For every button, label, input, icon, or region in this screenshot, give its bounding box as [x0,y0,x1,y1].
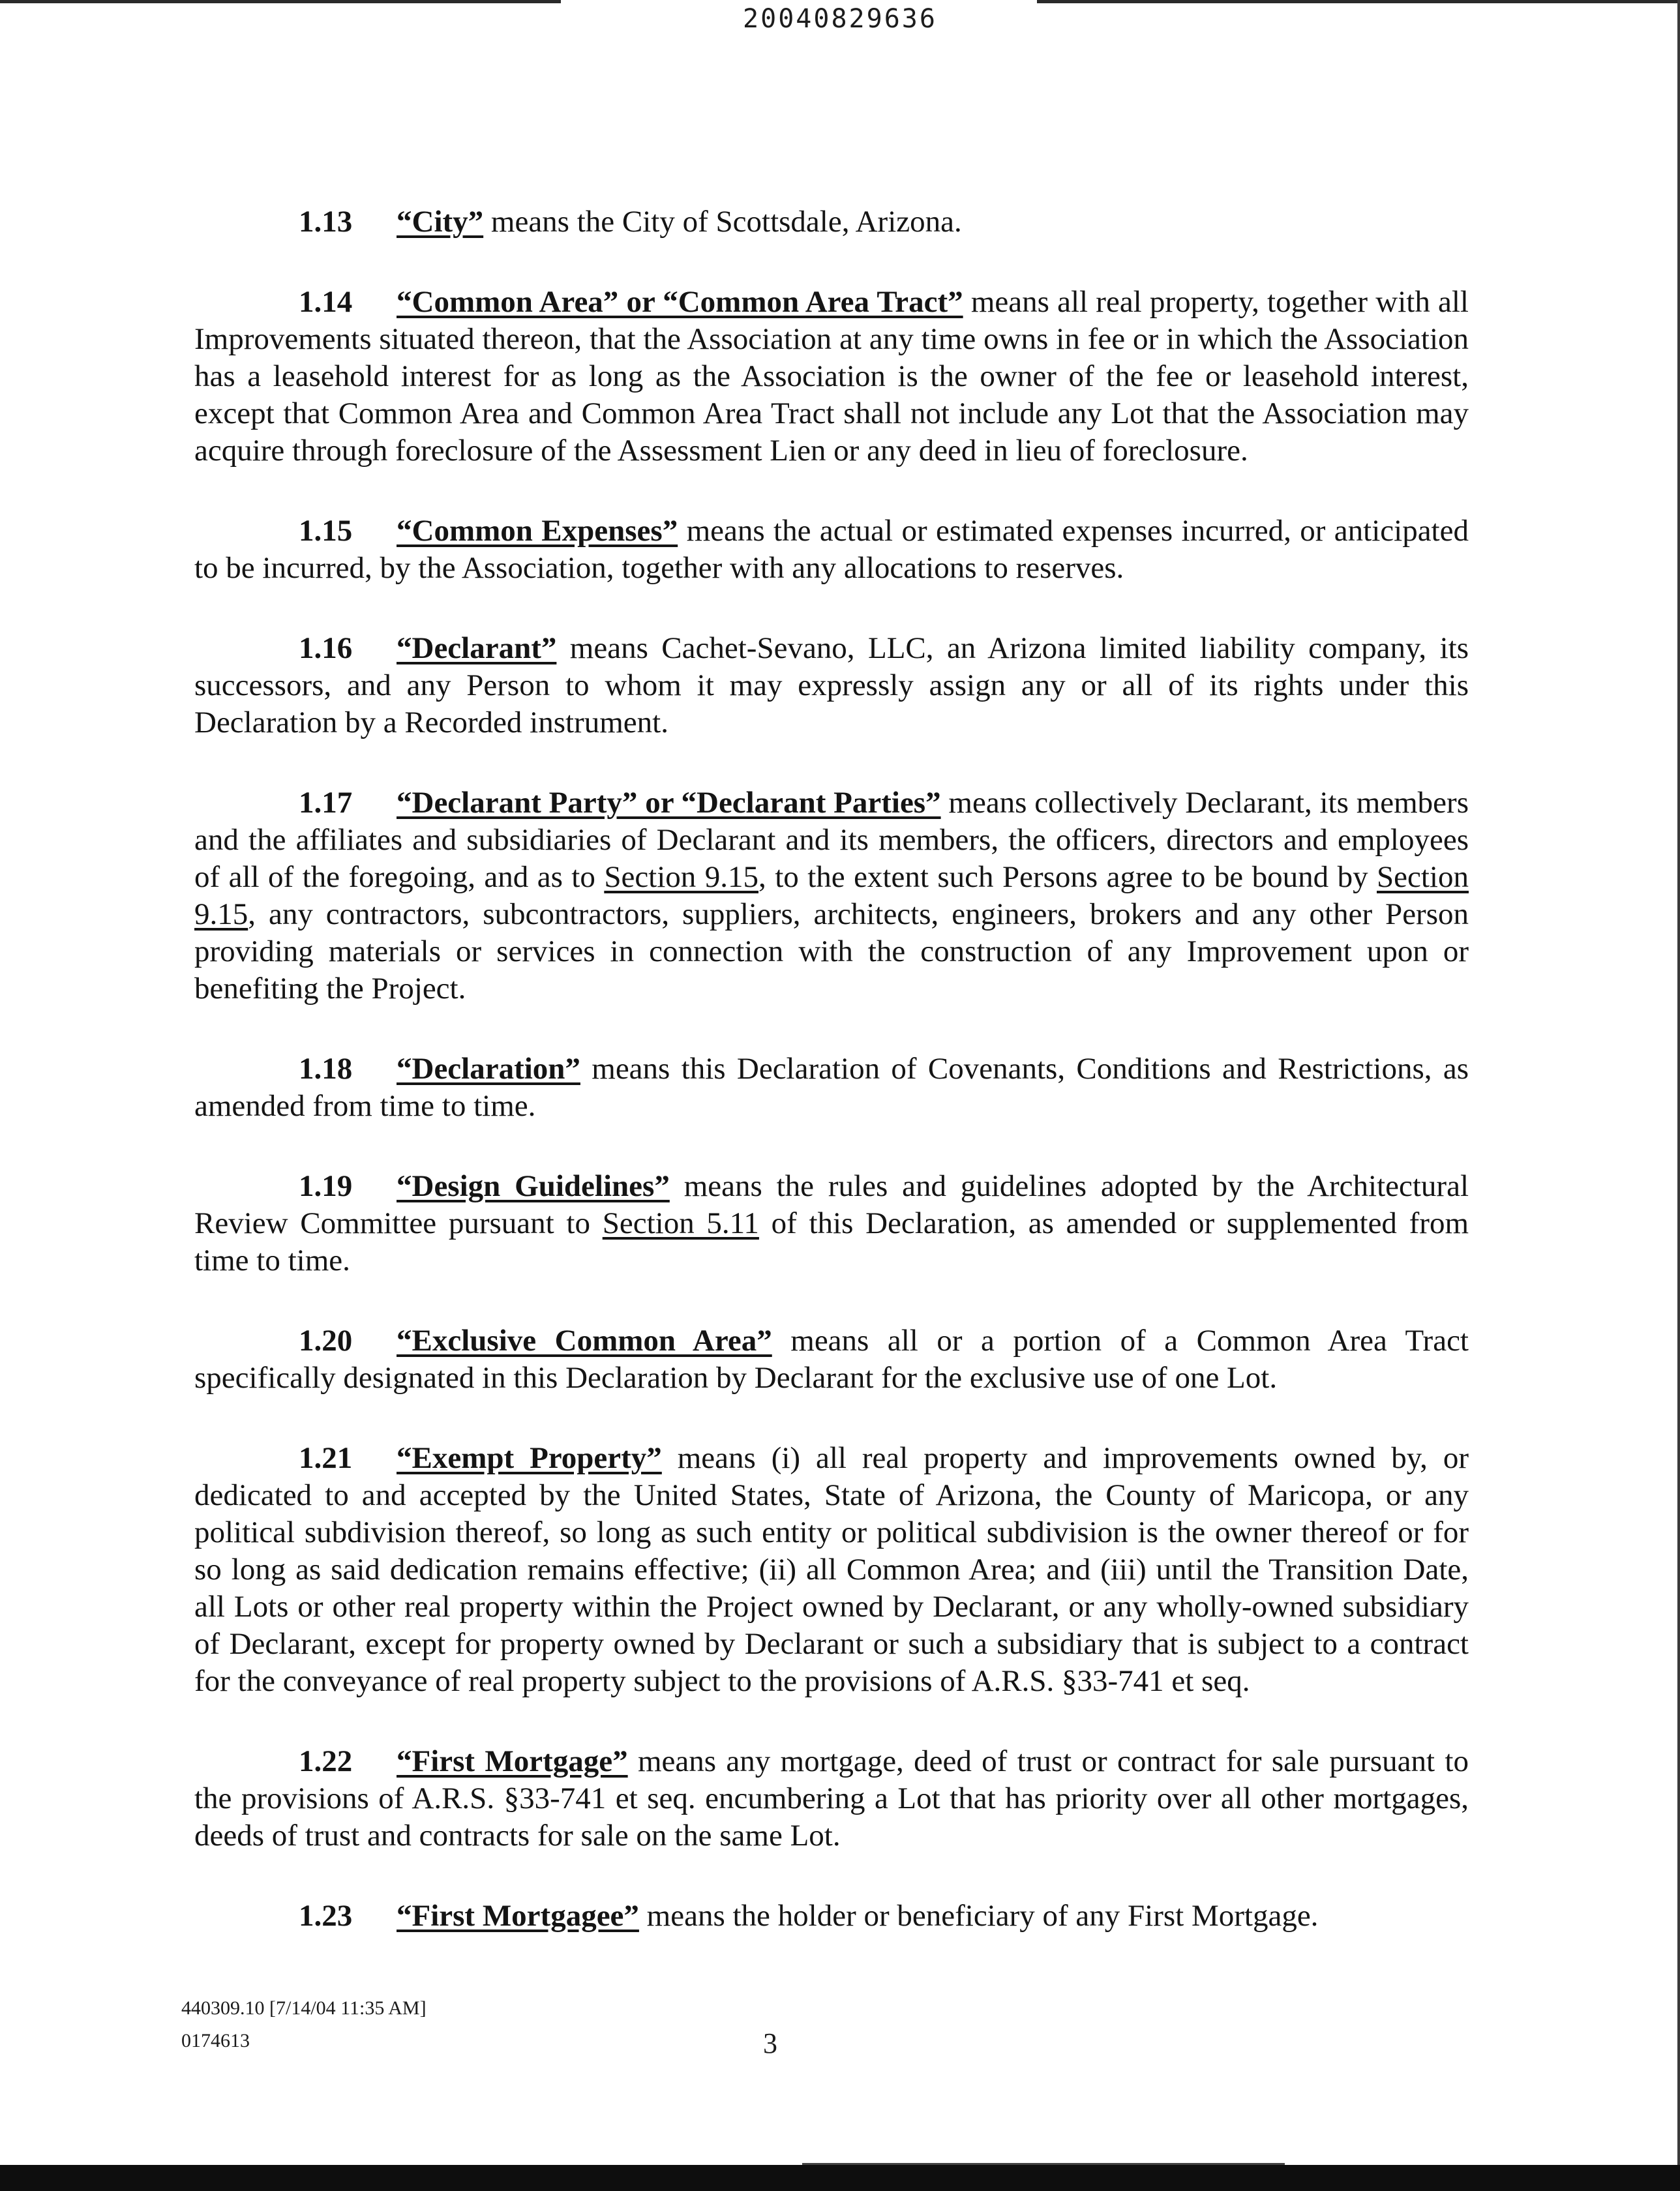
definition-paragraph [194,284,1469,470]
bottom-scan-band [0,2165,1680,2191]
footer-identifiers [181,1992,427,2057]
defined-term: “Design Guidelines” [397,1169,670,1203]
defined-term: “First Mortgage” [397,1744,628,1778]
definition-text: means collectively Declarant, its members and the affiliates and subsidiaries of Declarant and its members, the officers, directors and employees of all of the foregoing, and as to [194,786,1469,894]
section-number: 1.14 [299,285,353,319]
footer-client-number: 0174613 [181,2030,250,2051]
defined-term: “Common Expenses” [397,514,678,548]
top-scan-rule-left [0,0,561,3]
footer-doc-id: 440309.10 [7/14/04 11:35 AM] [181,1997,427,2019]
section-number: 1.19 [299,1169,353,1203]
definition-text: means Cachet-Sevano, LLC, an Arizona limited liability company, its successors, and any Person to whom it may expressly assign any or all of its rights under this Declaration by a Recorded instrument. [194,631,1469,739]
section-number: 1.21 [299,1441,353,1475]
definition-text: means the rules and guidelines adopted by the Architectural Review Committee pursuant to [194,1169,1469,1240]
definition-paragraph [194,1051,1469,1125]
defined-term: “Exempt Property” [397,1441,662,1475]
section-number: 1.22 [299,1744,353,1778]
definition-text: means the actual or estimated expenses incurred, or anticipated to be incurred, by the Association, together with any allocations to reserves. [194,514,1469,585]
section-number: 1.16 [299,631,353,665]
section-number: 1.15 [299,514,353,548]
scan-right-edge [1677,0,1680,2191]
definition-paragraph [194,1898,1469,1935]
defined-term: “Exclusive Common Area” [397,1324,772,1358]
section-reference: Section 5.11 [602,1206,759,1240]
section-number: 1.17 [299,786,353,820]
defined-term: “Declaration” [397,1052,580,1086]
definition-paragraph [194,1168,1469,1279]
definition-text: means all real property, together with all Improvements situated thereon, that the Association at any time owns in fee or in which the Association has a leasehold interest for as long as the Association is the owner of the fee or leasehold interest, except that Common Area and Common Area Tract shall not include any Lot that the Association may acquire through foreclosure of the Assessment Lien or any deed in lieu of foreclosure. [194,285,1469,468]
top-scan-rule-right [1037,0,1680,3]
definition-paragraph [194,203,1469,241]
recording-number: 20040829636 [743,4,937,34]
defined-term: “Common Area” or “Common Area Tract” [397,285,963,319]
definition-paragraph [194,1440,1469,1700]
page-number: 3 [763,2027,777,2059]
defined-term: “First Mortgagee” [397,1899,639,1933]
definition-text: means the City of Scottsdale, Arizona. [483,205,962,239]
section-reference: Section 9.15 [604,860,758,894]
definition-text: , any contractors, subcontractors, suppliers, architects, engineers, brokers and any other Person providing materials or services in connection with the construction of any Improvement upon or benefiting the Project. [194,897,1469,1006]
definition-paragraph [194,784,1469,1007]
definition-text: means any mortgage, deed of trust or contract for sale pursuant to the provisions of A.R.S. §33-741 et seq. encumbering a Lot that has priority over all other mortgages, deeds of trust and contracts for sale on the same Lot. [194,1744,1469,1853]
definitions-section [194,203,1469,1978]
section-number: 1.13 [299,205,353,239]
definition-text: means this Declaration of Covenants, Conditions and Restrictions, as amended from time to time. [194,1052,1469,1123]
defined-term: “City” [397,205,484,239]
section-number: 1.18 [299,1052,353,1086]
defined-term: “Declarant Party” or “Declarant Parties” [397,786,941,820]
definition-text: means (i) all real property and improvements owned by, or dedicated to and accepted by the United States, State of Arizona, the County of Maricopa, or any political subdivision thereof, so long as such entity or political subdivision is the owner thereof or for so long as said dedication remains effective; (ii) all Common Area; and (iii) until the Transition Date, all Lots or other real property within the Project owned by Declarant, or any wholly-owned subsidiary of Declarant, except for property owned by Declarant or such a subsidiary that is subject to a contract for the conveyance of real property subject to the provisions of A.R.S. §33-741 et seq. [194,1441,1469,1698]
section-number: 1.23 [299,1899,353,1933]
definition-paragraph [194,1743,1469,1855]
definition-text: of this Declaration, as amended or supplemented from time to time. [194,1206,1469,1277]
definition-text: means all or a portion of a Common Area Tract specifically designated in this Declaration by Declarant for the exclusive use of one Lot. [194,1324,1469,1395]
defined-term: “Declarant” [397,631,557,665]
section-reference: Section 9.15 [194,860,1469,931]
definition-paragraph [194,1322,1469,1397]
definition-paragraph [194,630,1469,741]
definition-text: , to the extent such Persons agree to be bound by [758,860,1377,894]
definition-paragraph [194,513,1469,587]
section-number: 1.20 [299,1324,353,1358]
definition-text: means the holder or beneficiary of any First Mortgage. [638,1899,1319,1933]
